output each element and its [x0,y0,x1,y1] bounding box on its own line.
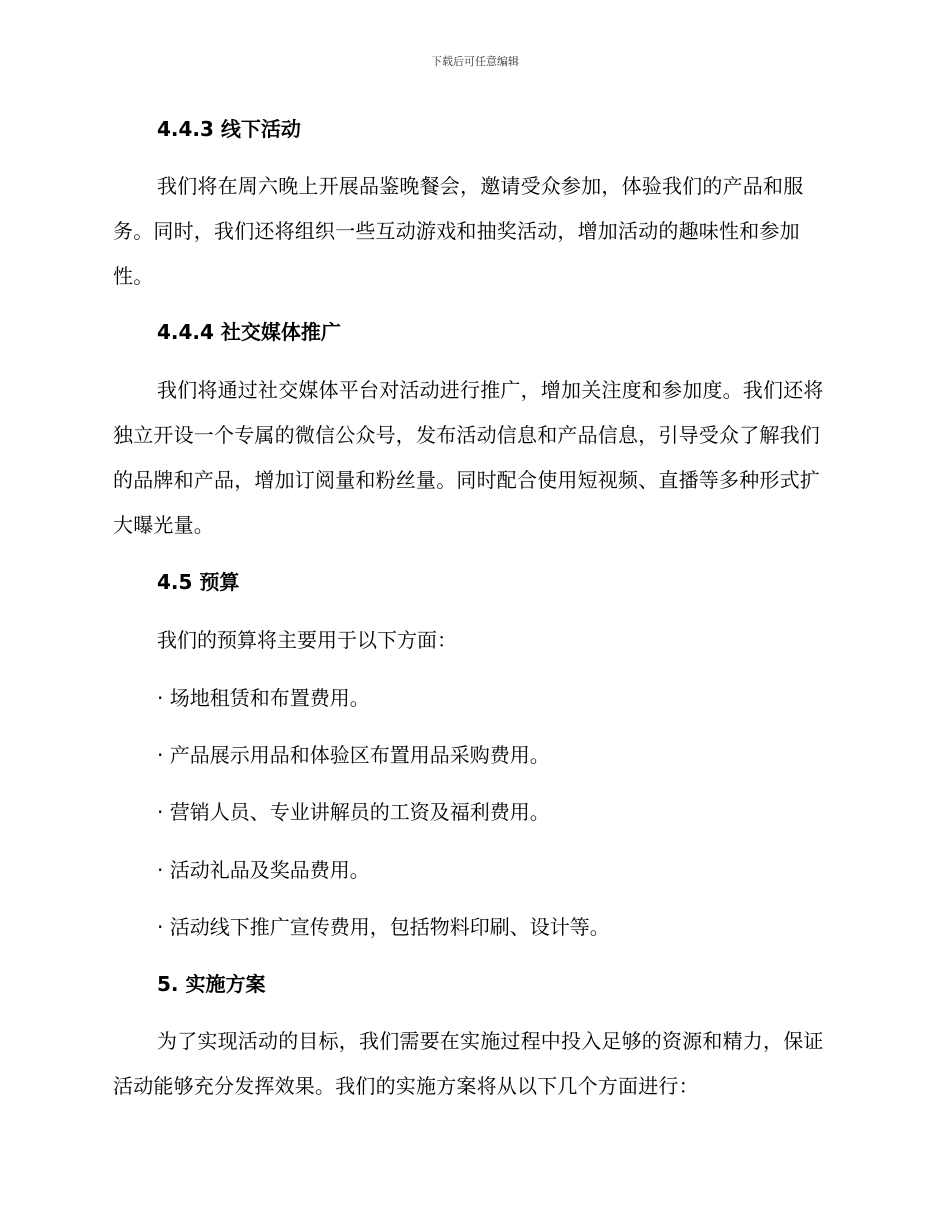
section-heading-social-media: 4.4.4 社交媒体推广 [157,320,341,344]
section-heading-implementation: 5. 实施方案 [157,972,266,996]
section-heading-budget: 4.5 预算 [157,570,240,594]
paragraph-social-media: 我们将通过社交媒体平台对活动进行推广，增加关注度和参加度。我们还将独立开设一个专属的微信公众号，发布活动信息和产品信息，引导受众了解我们的品牌和产品，增加订阅量和粉丝量。同时配合使用短视频、直播等多种形式扩大曝光量。 [113,378,824,537]
paragraph-implementation: 为了实现活动的目标，我们需要在实施过程中投入足够的资源和精力，保证活动能够充分发挥效果。我们的实施方案将从以下几个方面进行： [113,1029,824,1098]
budget-list-item: · 场地租赁和布置费用。 [157,686,370,710]
section-heading-offline-activities: 4.4.3 线下活动 [157,117,301,141]
budget-list-item: · 活动线下推广宣传费用，包括物料印刷、设计等。 [157,915,610,939]
page-header: 下载后可任意编辑 [431,55,519,68]
budget-list-item: · 营销人员、专业讲解员的工资及福利费用。 [157,800,550,824]
paragraph-offline-activities: 我们将在周六晚上开展品鉴晚餐会，邀请受众参加，体验我们的产品和服务。同时，我们还将组织一些互动游戏和抽奖活动，增加活动的趣味性和参加性。 [113,174,804,288]
budget-intro: 我们的预算将主要用于以下方面： [157,628,457,652]
budget-list-item: · 活动礼品及奖品费用。 [157,858,370,882]
budget-list-item: · 产品展示用品和体验区布置用品采购费用。 [157,743,550,767]
